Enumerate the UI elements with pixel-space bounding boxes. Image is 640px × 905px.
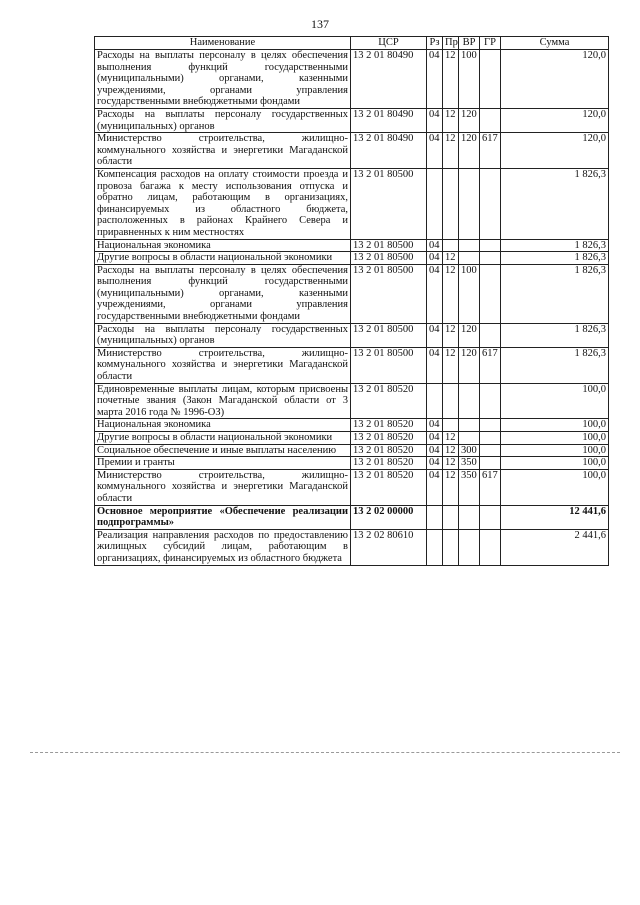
cell-name: Расходы на выплаты персоналу в целях обеспечения выполнения функций государственными (муниципальными) органами, казенными учреждениями, органами управления государственными внебюджетными фондами — [95, 50, 351, 109]
cell-csr: 13 2 01 80500 — [351, 347, 427, 383]
cell-vr — [459, 529, 480, 565]
cell-rz: 04 — [427, 264, 443, 323]
header-sum: Сумма — [501, 37, 609, 50]
cell-sum: 2 441,6 — [501, 529, 609, 565]
table-row — [95, 347, 609, 383]
cell-name: Министерство строительства, жилищно-коммунального хозяйства и энергетики Магаданской области — [95, 469, 351, 505]
cell-sum: 100,0 — [501, 432, 609, 445]
cell-csr: 13 2 01 80490 — [351, 133, 427, 169]
cell-pr — [443, 383, 459, 419]
cell-name: Министерство строительства, жилищно-коммунального хозяйства и энергетики Магаданской области — [95, 347, 351, 383]
cell-rz: 04 — [427, 419, 443, 432]
table-row — [95, 239, 609, 252]
cell-rz: 04 — [427, 108, 443, 132]
cell-rz: 04 — [427, 50, 443, 109]
cell-name: Расходы на выплаты персоналу государственных (муниципальных) органов — [95, 323, 351, 347]
cell-csr: 13 2 01 80520 — [351, 419, 427, 432]
cell-pr: 12 — [443, 432, 459, 445]
cell-sum: 1 826,3 — [501, 323, 609, 347]
cell-gr: 617 — [480, 347, 501, 383]
cell-gr — [480, 505, 501, 529]
cell-rz — [427, 168, 443, 239]
cell-gr — [480, 432, 501, 445]
table-row — [95, 457, 609, 470]
cell-sum: 120,0 — [501, 108, 609, 132]
cell-vr: 120 — [459, 133, 480, 169]
cell-gr — [480, 383, 501, 419]
cell-sum: 100,0 — [501, 444, 609, 457]
cell-name: Премии и гранты — [95, 457, 351, 470]
cell-csr: 13 2 01 80520 — [351, 432, 427, 445]
cell-pr: 12 — [443, 444, 459, 457]
cell-csr: 13 2 01 80500 — [351, 323, 427, 347]
cell-gr — [480, 264, 501, 323]
cell-csr: 13 2 01 80520 — [351, 444, 427, 457]
cell-rz — [427, 505, 443, 529]
table-row — [95, 133, 609, 169]
cell-name: Компенсация расходов на оплату стоимости проезда и провоза багажа к месту использования отпуска и обратно лицам, работающим в организациях, финансируемых из областного бюджета, расположенных в районах Крайнего Севера и приравненных к ним местностях — [95, 168, 351, 239]
cell-sum: 100,0 — [501, 383, 609, 419]
cell-vr — [459, 239, 480, 252]
cell-pr: 12 — [443, 264, 459, 323]
footer-divider — [30, 752, 620, 753]
header-vr: ВР — [459, 37, 480, 50]
cell-pr: 12 — [443, 108, 459, 132]
cell-vr — [459, 432, 480, 445]
cell-pr: 12 — [443, 50, 459, 109]
cell-vr: 100 — [459, 50, 480, 109]
header-pr: Пр — [443, 37, 459, 50]
header-rz: Рз — [427, 37, 443, 50]
cell-rz — [427, 529, 443, 565]
cell-csr: 13 2 01 80500 — [351, 264, 427, 323]
cell-rz: 04 — [427, 133, 443, 169]
cell-name: Основное мероприятие «Обеспечение реализации подпрограммы» — [95, 505, 351, 529]
table-row — [95, 529, 609, 565]
cell-csr: 13 2 01 80520 — [351, 383, 427, 419]
cell-name: Другие вопросы в области национальной экономики — [95, 432, 351, 445]
table-row — [95, 383, 609, 419]
cell-sum: 1 826,3 — [501, 168, 609, 239]
cell-name: Социальное обеспечение и иные выплаты населению — [95, 444, 351, 457]
cell-rz: 04 — [427, 347, 443, 383]
cell-sum: 120,0 — [501, 50, 609, 109]
cell-gr — [480, 444, 501, 457]
cell-pr: 12 — [443, 252, 459, 265]
header-gr: ГР — [480, 37, 501, 50]
cell-name: Другие вопросы в области национальной экономики — [95, 252, 351, 265]
cell-name: Министерство строительства, жилищно-коммунального хозяйства и энергетики Магаданской области — [95, 133, 351, 169]
table-row — [95, 168, 609, 239]
table-header-row — [95, 37, 609, 50]
cell-csr: 13 2 02 80610 — [351, 529, 427, 565]
cell-gr: 617 — [480, 133, 501, 169]
table-row — [95, 444, 609, 457]
table-row — [95, 469, 609, 505]
cell-rz: 04 — [427, 323, 443, 347]
cell-vr: 120 — [459, 108, 480, 132]
page-number: 137 — [311, 17, 329, 31]
cell-pr: 12 — [443, 469, 459, 505]
cell-pr — [443, 505, 459, 529]
table-body — [95, 50, 609, 566]
cell-name: Национальная экономика — [95, 419, 351, 432]
table-row — [95, 108, 609, 132]
cell-sum: 1 826,3 — [501, 239, 609, 252]
table-row — [95, 323, 609, 347]
cell-sum: 100,0 — [501, 469, 609, 505]
cell-pr — [443, 419, 459, 432]
cell-sum: 12 441,6 — [501, 505, 609, 529]
table-row — [95, 505, 609, 529]
cell-sum: 1 826,3 — [501, 347, 609, 383]
cell-vr: 350 — [459, 469, 480, 505]
cell-csr: 13 2 01 80500 — [351, 239, 427, 252]
cell-csr: 13 2 01 80490 — [351, 50, 427, 109]
cell-rz: 04 — [427, 432, 443, 445]
budget-table — [94, 36, 609, 566]
cell-name: Единовременные выплаты лицам, которым присвоены почетные звания (Закон Магаданской области от 3 марта 2016 года № 1996-ОЗ) — [95, 383, 351, 419]
table-row — [95, 432, 609, 445]
cell-vr: 120 — [459, 323, 480, 347]
cell-csr: 13 2 02 00000 — [351, 505, 427, 529]
cell-gr — [480, 419, 501, 432]
cell-sum: 120,0 — [501, 133, 609, 169]
cell-csr: 13 2 01 80500 — [351, 252, 427, 265]
cell-vr — [459, 252, 480, 265]
cell-gr — [480, 323, 501, 347]
cell-pr: 12 — [443, 457, 459, 470]
cell-csr: 13 2 01 80490 — [351, 108, 427, 132]
table-row — [95, 419, 609, 432]
cell-csr: 13 2 01 80520 — [351, 469, 427, 505]
cell-rz: 04 — [427, 457, 443, 470]
cell-csr: 13 2 01 80520 — [351, 457, 427, 470]
cell-name: Реализация направления расходов по предоставлению жилищных субсидий лицам, работающим в организациях, финансируемых из областного бюджета — [95, 529, 351, 565]
cell-vr — [459, 505, 480, 529]
table-row — [95, 252, 609, 265]
cell-vr: 300 — [459, 444, 480, 457]
cell-name: Расходы на выплаты персоналу в целях обеспечения выполнения функций государственными (муниципальными) органами, казенными учреждениями, органами управления государственными внебюджетными фондами — [95, 264, 351, 323]
cell-gr — [480, 50, 501, 109]
cell-vr: 100 — [459, 264, 480, 323]
cell-vr — [459, 419, 480, 432]
cell-gr: 617 — [480, 469, 501, 505]
cell-vr: 120 — [459, 347, 480, 383]
cell-pr: 12 — [443, 133, 459, 169]
cell-csr: 13 2 01 80500 — [351, 168, 427, 239]
cell-name: Национальная экономика — [95, 239, 351, 252]
cell-vr: 350 — [459, 457, 480, 470]
cell-sum: 100,0 — [501, 457, 609, 470]
cell-pr — [443, 529, 459, 565]
cell-gr — [480, 252, 501, 265]
cell-gr — [480, 529, 501, 565]
cell-rz: 04 — [427, 239, 443, 252]
cell-gr — [480, 457, 501, 470]
cell-gr — [480, 108, 501, 132]
cell-sum: 100,0 — [501, 419, 609, 432]
cell-pr: 12 — [443, 347, 459, 383]
cell-name: Расходы на выплаты персоналу государственных (муниципальных) органов — [95, 108, 351, 132]
cell-pr — [443, 239, 459, 252]
cell-rz: 04 — [427, 252, 443, 265]
cell-sum: 1 826,3 — [501, 264, 609, 323]
cell-pr: 12 — [443, 323, 459, 347]
cell-rz — [427, 383, 443, 419]
cell-vr — [459, 383, 480, 419]
cell-sum: 1 826,3 — [501, 252, 609, 265]
cell-rz: 04 — [427, 469, 443, 505]
table-row — [95, 264, 609, 323]
cell-pr — [443, 168, 459, 239]
table-row — [95, 50, 609, 109]
cell-rz: 04 — [427, 444, 443, 457]
header-name: Наименование — [95, 37, 351, 50]
cell-gr — [480, 239, 501, 252]
cell-gr — [480, 168, 501, 239]
cell-vr — [459, 168, 480, 239]
header-csr: ЦСР — [351, 37, 427, 50]
